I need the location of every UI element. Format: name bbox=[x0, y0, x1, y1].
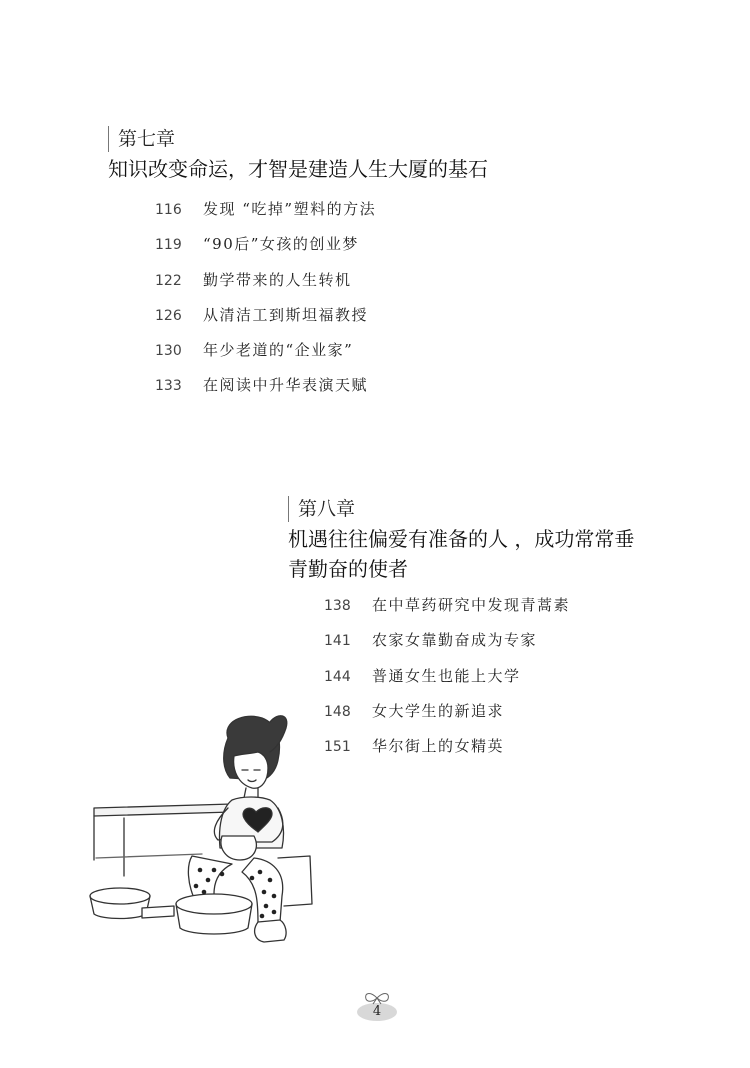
toc-entry[interactable] bbox=[155, 339, 376, 374]
toc-entry[interactable] bbox=[155, 233, 376, 268]
toc-page-number: 144 bbox=[324, 668, 351, 685]
chapter-7-heading bbox=[108, 126, 708, 184]
toc-page-number: 148 bbox=[324, 703, 351, 720]
chapter-8-heading bbox=[288, 496, 708, 584]
chapter-8-title-line-2: 青勤奋的使者 bbox=[288, 557, 408, 581]
toc-entry[interactable] bbox=[155, 304, 376, 339]
toc-entry[interactable] bbox=[324, 594, 570, 629]
toc-entry-title: 在阅读中升华表演天赋 bbox=[203, 376, 369, 395]
chapter-7-title: 知识改变命运，才智是建造人生大厦的基石 bbox=[108, 157, 488, 181]
toc-entry[interactable] bbox=[155, 269, 376, 304]
toc-page-number: 133 bbox=[155, 378, 182, 395]
page-number-badge bbox=[342, 990, 412, 1024]
toc-entry[interactable] bbox=[155, 374, 376, 409]
toc-entry[interactable] bbox=[324, 629, 570, 664]
toc-entry-title: 年少老道的“企业家” bbox=[203, 341, 354, 360]
toc-page-number: 141 bbox=[324, 633, 351, 650]
toc-page-number: 130 bbox=[155, 343, 182, 360]
chapter-8-label: 第八章 bbox=[288, 496, 708, 522]
toc-entry-title: 普通女生也能上大学 bbox=[372, 666, 521, 685]
toc-page-number: 126 bbox=[155, 307, 182, 324]
toc-entry-title: 华尔街上的女精英 bbox=[372, 737, 505, 756]
chapter-8-title-line-1: 机遇往往偏爱有准备的人 ，成功常常垂 bbox=[288, 527, 635, 551]
chapter-8-toc bbox=[324, 594, 570, 770]
toc-page-number: 138 bbox=[324, 598, 351, 614]
toc-entry[interactable] bbox=[324, 700, 570, 735]
chapter-7-toc bbox=[155, 198, 376, 410]
toc-entry[interactable] bbox=[324, 665, 570, 700]
toc-entry-title: 发现 “吃掉”塑料的方法 bbox=[203, 200, 377, 218]
toc-entry-title: 在中草药研究中发现青蒿素 bbox=[372, 596, 571, 614]
toc-page-number: 122 bbox=[155, 272, 182, 289]
toc-entry-title: 从清洁工到斯坦福教授 bbox=[203, 305, 369, 324]
toc-page-number: 151 bbox=[324, 739, 351, 756]
toc-entry-title: 勤学带来的人生转机 bbox=[203, 270, 352, 289]
toc-entry-title: “90后”女孩的创业梦 bbox=[203, 235, 359, 254]
toc-page-number: 116 bbox=[155, 202, 182, 218]
toc-entry-title: 农家女靠勤奋成为专家 bbox=[372, 631, 538, 650]
toc-entry-title: 女大学生的新追求 bbox=[372, 701, 505, 720]
toc-entry[interactable] bbox=[155, 198, 376, 233]
girl-washing-illustration bbox=[82, 708, 332, 958]
page-number: 4 bbox=[372, 1004, 382, 1019]
chapter-7-label: 第七章 bbox=[108, 126, 708, 152]
toc-entry[interactable] bbox=[324, 735, 570, 770]
toc-page-number: 119 bbox=[155, 237, 182, 254]
